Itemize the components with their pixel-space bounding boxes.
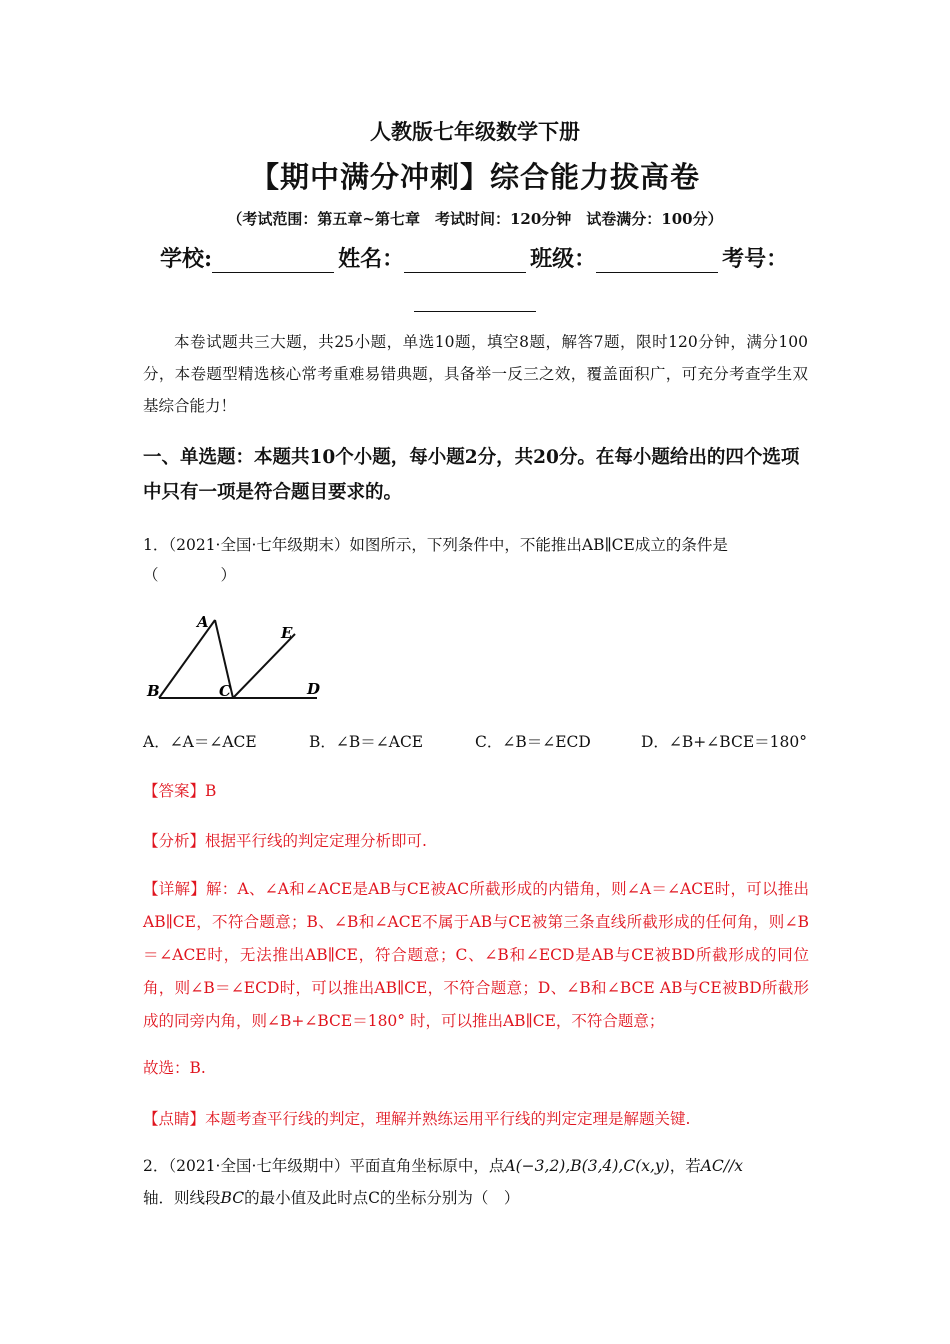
paper-title: 【期中满分冲刺】综合能力拔高卷 (249, 160, 700, 194)
name-label: 姓名： (338, 246, 405, 272)
label-d: D (307, 680, 321, 698)
class-blank[interactable] (596, 248, 718, 273)
question-2-stem (143, 1150, 808, 1214)
detail-text: 解：A、∠A和∠ACE是AB与CE被AC所截形成的内错角，则∠A＝∠ACE时，可以推出AB∥CE，不符合题意；B、∠B和∠ACE不属于AB与CE被第三条直线所截形成的任何角，则∠B＝∠ACE时，无法推出AB∥CE，符合题意；C、∠B和∠ECD是AB与CE被BD所截形成的同位角，则∠B＝∠ECD时，可以推出AB∥CE，不符合题意；D、∠B和∠BCE AB与CE被BD所截形成的同旁内角，则∠B+∠BCE＝180° 时，可以推出AB∥CE，不符合题意； (143, 880, 809, 1030)
school-label: 学校: (160, 246, 213, 272)
q2-points: A(−3,2),B(3,4),C(x,y) (504, 1157, 670, 1175)
name-blank[interactable] (404, 248, 526, 273)
class-label: 班级： (530, 246, 597, 272)
option-c[interactable]: C．∠B＝∠ECD (475, 733, 591, 751)
label-b: B (147, 682, 160, 700)
q2-line2-b: 的最小值及此时点C的坐标分别为（ ） (244, 1189, 520, 1207)
student-info-row (160, 242, 788, 273)
section-heading: 一、单选题：本题共10个小题，每小题2分，共20分。在每小题给出的四个选项中只有一项是符合题目要求的。 (143, 447, 800, 503)
option-a[interactable]: A．∠A＝∠ACE (143, 733, 257, 751)
answer-tag: 【答案】 (143, 782, 206, 800)
comment-line (143, 1104, 808, 1134)
answer-value: B (205, 782, 217, 800)
q2-segment: BC (220, 1189, 245, 1207)
number-label: 考号： (722, 246, 789, 272)
q2-condition: AC//x (700, 1157, 743, 1175)
question-1-stem: 1．（2021·全国·七年级期末）如图所示，下列条件中，不能推出AB∥CE成立的条件是（ ） (143, 536, 728, 584)
q2-mid: ，若 (669, 1157, 701, 1175)
intro-paragraph: 本卷试题共三大题，共25小题，单选10题，填空8题，解答7题，限时120分钟，满分100分，本卷题型精选核心常考重难易错典题，具备举一反三之效，覆盖面积广，可充分考查学生双基综合能力！ (143, 333, 808, 415)
analysis-text: 根据平行线的判定定理分析即可. (205, 832, 427, 850)
paper-subtitle: 人教版七年级数学下册 (370, 119, 580, 144)
comment-text: 本题考查平行线的判定，理解并熟练运用平行线的判定定理是解题关键. (205, 1110, 691, 1128)
line-ce (233, 634, 295, 698)
answer-line (143, 776, 808, 806)
analysis-line (143, 826, 808, 856)
q2-line2-a: 轴．则线段 (143, 1189, 221, 1207)
school-blank[interactable] (212, 248, 334, 273)
line-ba (159, 620, 215, 698)
comment-tag: 【点睛】 (143, 1110, 206, 1128)
q2-prefix: 2．（2021·全国·七年级期中）平面直角坐标原中，点 (143, 1157, 505, 1175)
exam-info: （考试范围：第五章~第七章 考试时间：120分钟 试卷满分：100分） (227, 210, 723, 228)
analysis-tag: 【分析】 (143, 832, 206, 850)
number-blank[interactable] (414, 291, 536, 312)
label-e: E (281, 624, 293, 642)
detail-paragraph (143, 873, 809, 1038)
label-c: C (219, 682, 231, 700)
question-1-options (143, 730, 843, 752)
detail-tag: 【详解】 (143, 880, 207, 898)
option-b[interactable]: B．∠B＝∠ACE (309, 733, 424, 751)
question-1-figure (145, 612, 335, 704)
choice-line: 故选：B. (143, 1059, 206, 1077)
label-a: A (197, 613, 209, 631)
option-d[interactable]: D．∠B+∠BCE＝180° (641, 733, 807, 751)
